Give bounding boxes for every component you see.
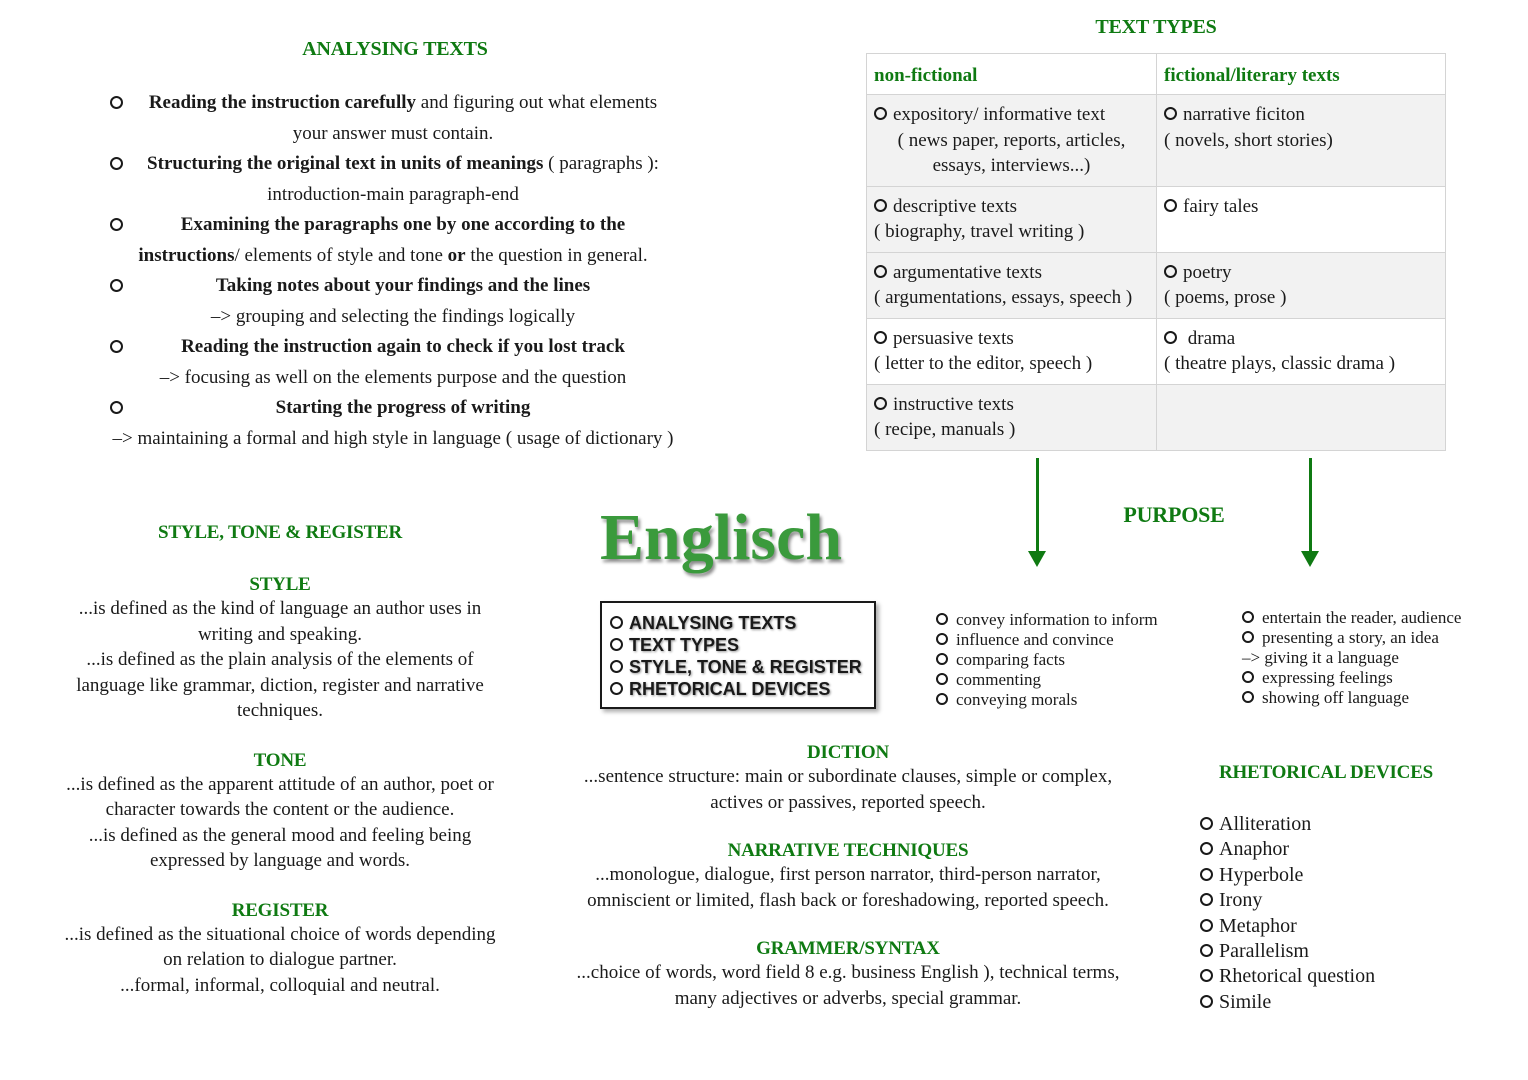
circle-bullet-icon [874, 107, 887, 120]
circle-bullet-icon [1164, 107, 1177, 120]
circle-bullet-icon [1164, 331, 1177, 344]
table-cell [867, 384, 1157, 450]
text-type-examples: ( novels, short stories) [1164, 129, 1333, 151]
text-type-examples: ( poems, prose ) [1164, 287, 1287, 308]
table-cell [1157, 252, 1446, 318]
grammar-syntax-text [568, 960, 1128, 1011]
list-item [1200, 914, 1375, 939]
arrow-down-icon-line [1309, 458, 1312, 552]
table-row [867, 318, 1446, 384]
circle-bullet-icon [110, 96, 123, 109]
definition-line: techniques. [236, 700, 323, 721]
circle-bullet-icon [1200, 893, 1213, 906]
arrow-down-icon [1028, 551, 1046, 567]
step-emphasis: Taking notes about your findings and the lines [215, 275, 591, 296]
style-tone-register-section [40, 522, 520, 998]
analysing-steps-list [108, 88, 678, 454]
list-item [936, 630, 1158, 650]
tone-subtitle: TONE [253, 749, 307, 771]
circle-bullet-icon [1242, 691, 1254, 703]
circle-bullet-icon [936, 613, 948, 625]
purpose-text: entertain the reader, audience [1262, 608, 1462, 627]
list-item [1242, 608, 1461, 628]
purpose-text: presenting a story, an idea [1262, 628, 1439, 647]
text-type-examples: ( recipe, manuals ) [874, 419, 1016, 440]
toc-item [610, 678, 874, 700]
device-name: Irony [1219, 889, 1263, 912]
style-tone-register-title: STYLE, TONE & REGISTER [157, 522, 403, 543]
list-item [1242, 668, 1461, 688]
purpose-text: influence and convince [956, 630, 1114, 649]
grammar-syntax-title: GRAMMER/SYNTAX [756, 938, 940, 959]
text-types-table [866, 53, 1446, 451]
circle-bullet-icon [874, 265, 887, 278]
toc-label: ANALYSING TEXTS [629, 613, 797, 633]
arrow-down-icon-line [1036, 458, 1039, 552]
style-subtitle: STYLE [249, 574, 311, 595]
circle-bullet-icon [1200, 868, 1213, 881]
circle-bullet-icon [1164, 199, 1177, 212]
toc-item [610, 634, 874, 656]
purpose-text: commenting [956, 670, 1041, 689]
circle-bullet-icon [874, 397, 887, 410]
purpose-title: PURPOSE [1123, 502, 1225, 527]
circle-bullet-icon [1200, 919, 1213, 932]
definition-line: many adjectives or adverbs, special grammar. [674, 987, 1022, 1009]
device-name: Anaphor [1219, 838, 1289, 861]
definition-line: ...is defined as the apparent attitude of an author, poet or [66, 773, 494, 795]
list-item [1200, 837, 1375, 862]
table-cell [867, 252, 1157, 318]
purpose-text: comparing facts [956, 650, 1066, 669]
narrative-techniques-text [568, 862, 1128, 913]
text-type-examples: ( news paper, reports, articles, [897, 129, 1126, 151]
step-text: and figuring out what elements [416, 92, 658, 113]
list-item [108, 88, 678, 149]
text-type-name: expository/ informative text [893, 104, 1106, 125]
page-title: Englisch [600, 501, 843, 574]
circle-bullet-icon [1200, 842, 1213, 855]
toc-label: RHETORICAL DEVICES [629, 679, 831, 699]
text-type-name: drama [1183, 327, 1236, 349]
circle-bullet-icon [1200, 817, 1213, 830]
list-item [936, 610, 1158, 630]
definition-line: language like grammar, diction, register and narrative [76, 674, 484, 696]
register-subtitle: REGISTER [231, 899, 329, 921]
text-type-name: descriptive texts [893, 195, 1017, 217]
step-emphasis: Reading the instruction again to check if you lost track [181, 336, 625, 357]
device-name: Alliteration [1219, 813, 1312, 835]
list-item [108, 393, 678, 454]
definition-line: ...is defined as the kind of language an author uses in [78, 598, 482, 619]
list-item [936, 670, 1158, 690]
text-type-name: poetry [1183, 261, 1232, 283]
circle-bullet-icon [936, 693, 948, 705]
table-cell [1157, 318, 1446, 384]
list-item [936, 650, 1158, 670]
language-elements-section [568, 742, 1128, 1011]
narrative-techniques-title: NARRATIVE TECHNIQUES [727, 840, 969, 861]
text-type-name: instructive texts [893, 393, 1014, 415]
list-item [1200, 812, 1375, 837]
circle-bullet-icon [610, 638, 623, 651]
toc-label: TEXT TYPES [629, 635, 740, 655]
step-text: ( paragraphs ): [543, 153, 659, 174]
step-emphasis: Structuring the original text in units of meanings [147, 153, 544, 174]
circle-bullet-icon [874, 331, 887, 344]
device-name: Metaphor [1219, 914, 1297, 937]
list-item [1242, 648, 1461, 668]
list-item [108, 271, 678, 332]
table-cell [1157, 384, 1446, 450]
step-detail: your answer must contain. [292, 122, 494, 144]
list-item [1200, 990, 1375, 1015]
circle-bullet-icon [936, 633, 948, 645]
circle-bullet-icon [1242, 631, 1254, 643]
list-item [1200, 964, 1375, 989]
list-item [1242, 628, 1461, 648]
diction-text [568, 764, 1128, 815]
circle-bullet-icon [1200, 969, 1213, 982]
circle-bullet-icon [110, 401, 123, 414]
table-cell [1157, 186, 1446, 252]
list-item [936, 690, 1158, 710]
rhetorical-devices-list [1200, 812, 1375, 1015]
rhetorical-devices-title: RHETORICAL DEVICES [1218, 762, 1434, 783]
purpose-text: convey information to inform [956, 610, 1158, 629]
arrow-down-icon [1301, 551, 1319, 567]
step-emphasis: or [447, 244, 466, 266]
text-type-examples: ( letter to the editor, speech ) [874, 353, 1093, 374]
circle-bullet-icon [1242, 671, 1254, 683]
tone-definition [40, 772, 520, 874]
circle-bullet-icon [1200, 995, 1213, 1008]
table-header: non-fictional [867, 54, 1157, 95]
definition-line: ...monologue, dialogue, first person narrator, third-person narrator, [595, 864, 1101, 885]
list-item [108, 149, 678, 210]
step-text: the question in general. [465, 244, 648, 266]
step-emphasis: Starting the progress of writing [275, 397, 531, 418]
text-type-examples: ( argumentations, essays, speech ) [874, 287, 1133, 308]
table-row [867, 186, 1446, 252]
circle-bullet-icon [610, 660, 623, 673]
definition-line: ...is defined as the general mood and feeling being [88, 824, 472, 846]
step-detail: –> grouping and selecting the findings logically [210, 305, 576, 327]
table-cell [867, 318, 1157, 384]
step-detail: introduction-main paragraph-end [267, 183, 519, 205]
purpose-fiction-list [1242, 608, 1461, 708]
table-header: fictional/literary texts [1157, 54, 1446, 95]
definition-line: ...choice of words, word field 8 e.g. business English ), technical terms, [576, 962, 1120, 983]
purpose-text: –> giving it a language [1242, 648, 1399, 667]
circle-bullet-icon [110, 340, 123, 353]
table-cell [1157, 95, 1446, 187]
step-emphasis: Examining the paragraphs one by one according to the [180, 214, 626, 235]
definition-line: expressed by language and words. [149, 850, 411, 871]
definition-line: character towards the content or the audience. [105, 799, 455, 820]
list-item [1200, 888, 1375, 913]
circle-bullet-icon [110, 157, 123, 170]
device-name: Rhetorical question [1219, 965, 1376, 988]
register-definition [40, 922, 520, 999]
text-type-name: persuasive texts [893, 327, 1014, 349]
purpose-text: expressing feelings [1262, 668, 1393, 687]
definition-line: ...sentence structure: main or subordinate clauses, simple or complex, [583, 766, 1113, 787]
definition-line: ...is defined as the situational choice of words depending [64, 923, 496, 945]
device-name: Simile [1219, 990, 1272, 1013]
table-cell [867, 95, 1157, 187]
definition-line: writing and speaking. [197, 623, 363, 645]
device-name: Hyperbole [1219, 863, 1304, 886]
circle-bullet-icon [1164, 265, 1177, 278]
diction-title: DICTION [806, 742, 889, 763]
text-types-title: TEXT TYPES [1095, 16, 1217, 38]
circle-bullet-icon [936, 673, 948, 685]
step-detail: –> maintaining a formal and high style in language ( usage of dictionary ) [112, 427, 674, 449]
definition-line: on relation to dialogue partner. [163, 949, 397, 970]
circle-bullet-icon [610, 682, 623, 695]
list-item [1242, 688, 1461, 708]
table-row [867, 384, 1446, 450]
style-definition [40, 596, 520, 724]
purpose-nonfiction-list [936, 610, 1158, 710]
purpose-text: showing off language [1262, 688, 1409, 707]
toc-item [610, 656, 874, 678]
list-item [1200, 939, 1375, 964]
table-row [867, 95, 1446, 187]
text-type-examples: ( biography, travel writing ) [874, 221, 1085, 242]
circle-bullet-icon [110, 279, 123, 292]
circle-bullet-icon [1200, 944, 1213, 957]
table-of-contents-box [600, 601, 876, 709]
toc-label: STYLE, TONE & REGISTER [629, 657, 862, 677]
circle-bullet-icon [110, 218, 123, 231]
device-name: Parallelism [1219, 940, 1309, 963]
list-item [108, 332, 678, 393]
definition-line: ...formal, informal, colloquial and neutral. [120, 974, 440, 996]
text-type-name: argumentative texts [893, 261, 1042, 283]
table-cell [867, 186, 1157, 252]
step-detail: –> focusing as well on the elements purpose and the question [159, 366, 627, 388]
step-emphasis: instructions [138, 244, 235, 266]
text-type-name: narrative ficiton [1183, 104, 1305, 125]
toc-item [610, 612, 874, 634]
step-emphasis: Reading the instruction carefully [148, 92, 417, 113]
text-type-examples: ( theatre plays, classic drama ) [1164, 353, 1396, 374]
circle-bullet-icon [1242, 611, 1254, 623]
circle-bullet-icon [874, 199, 887, 212]
table-header-row [867, 54, 1446, 95]
circle-bullet-icon [610, 616, 623, 629]
table-row [867, 252, 1446, 318]
step-text: / elements of style and tone [234, 244, 448, 266]
text-type-examples: essays, interviews...) [932, 155, 1091, 176]
analysing-texts-title: ANALYSING TEXTS [302, 38, 488, 60]
definition-line: actives or passives, reported speech. [710, 791, 986, 813]
definition-line: ...is defined as the plain analysis of the elements of [86, 649, 474, 670]
circle-bullet-icon [936, 653, 948, 665]
list-item [108, 210, 678, 271]
purpose-text: conveying morals [956, 690, 1078, 709]
list-item [1200, 863, 1375, 888]
text-type-name: fairy tales [1183, 195, 1259, 217]
definition-line: omniscient or limited, flash back or foreshadowing, reported speech. [587, 889, 1109, 911]
